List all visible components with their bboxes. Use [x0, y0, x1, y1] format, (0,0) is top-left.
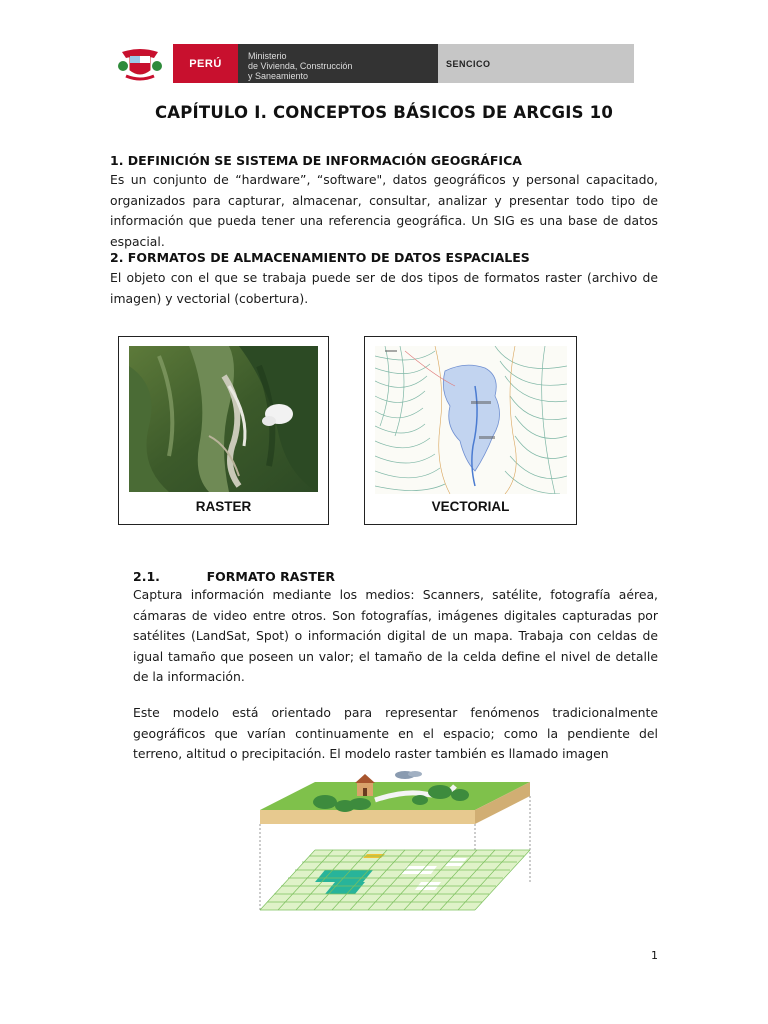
ministry-line-3: y Saneamiento	[248, 71, 309, 81]
page-number: 1	[651, 949, 658, 962]
section-2-1-heading	[133, 567, 658, 587]
raster-caption: RASTER	[195, 499, 252, 514]
coat-of-arms-logo	[108, 44, 173, 83]
ministry-line-1: Ministerio	[248, 51, 287, 61]
sencico-label: SENCICO	[438, 44, 634, 83]
page-title: CAPÍTULO I. CONCEPTOS BÁSICOS DE ARCGIS 10	[154, 103, 614, 122]
header-banner	[108, 44, 634, 83]
ministry-line-2: de Vivienda, Construcción	[248, 61, 353, 71]
section-1-body: Es un conjunto de “hardware”, “software", datos geográficos y personal capacitado, organizados para capturar, almacenar, consultar, analizar y presentar todo tipo de información que pueda tener una referencia geográfica. Un SIG es una base de datos espacial.	[110, 172, 658, 249]
section-2-heading: 2. FORMATOS DE ALMACENAMIENTO DE DATOS ESPACIALES	[110, 250, 530, 265]
satellite-image	[129, 346, 318, 492]
section-2-1-body-1: Captura información mediante los medios: Scanners, satélite, fotografía aérea, cámaras de video entre otros. Son fotografías, imágenes digitales capturadas por satélites (LandSat, Spot) o información digital de un mapa. Trabaja con celdas de igual tamaño que poseen un valor; el tamaño de la celda define el nivel de detalle de la información.	[133, 587, 658, 684]
section-2-1-number: 2.1.	[133, 569, 160, 584]
vector-figure	[364, 336, 577, 525]
raster-model-illustration	[255, 770, 535, 942]
section-2-1-body-2: Este modelo está orientado para representar fenómenos tradicionalmente geográficos que varían continuamente en el espacio; como la pendiente del terreno, altitud o precipitación. El modelo raster también es llamado imagen	[133, 705, 658, 761]
ministry-name	[238, 44, 438, 83]
vector-caption: VECTORIAL	[431, 499, 510, 514]
section-1-heading: 1. DEFINICIÓN SE SISTEMA DE INFORMACIÓN GEOGRÁFICA	[110, 153, 522, 168]
raster-figure	[118, 336, 329, 525]
vector-map-image	[375, 346, 567, 494]
section-2-1-title: FORMATO RASTER	[206, 569, 336, 584]
peru-label: PERÚ	[173, 44, 238, 83]
section-2-body: El objeto con el que se trabaja puede ser de dos tipos de formatos raster (archivo de imagen) y vectorial (cobertura).	[110, 270, 658, 306]
